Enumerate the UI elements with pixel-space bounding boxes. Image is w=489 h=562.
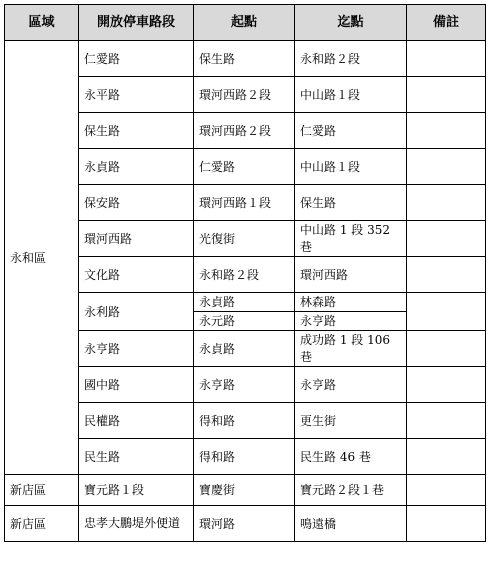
parking-road-table — [4, 4, 486, 542]
end-cell: 永亨路 — [295, 367, 407, 403]
area-cell-xindian: 新店區 — [5, 506, 79, 542]
area-cell-yonghe: 永和區 — [5, 41, 79, 475]
note-cell — [407, 113, 486, 149]
end-cell: 仁愛路 — [295, 113, 407, 149]
note-cell — [407, 41, 486, 77]
start-cell: 環河西路１段 — [194, 185, 295, 221]
note-cell — [407, 403, 486, 439]
start-cell: 寶慶街 — [194, 475, 295, 506]
road-cell: 忠孝大鵬堤外便道 — [79, 506, 194, 542]
end-cell: 中山路１段 — [295, 149, 407, 185]
start-cell: 永貞路 — [194, 293, 295, 312]
road-cell: 保安路 — [79, 185, 194, 221]
start-cell: 永元路 — [194, 312, 295, 331]
road-cell: 文化路 — [79, 257, 194, 293]
start-cell: 得和路 — [194, 403, 295, 439]
road-cell: 國中路 — [79, 367, 194, 403]
note-cell — [407, 475, 486, 506]
end-cell: 成功路 1 段 106 巷 — [295, 331, 407, 367]
note-cell — [407, 149, 486, 185]
road-cell: 保生路 — [79, 113, 194, 149]
end-cell: 永亨路 — [295, 312, 407, 331]
start-cell: 光復街 — [194, 221, 295, 257]
table-row — [5, 506, 486, 542]
end-cell: 林森路 — [295, 293, 407, 312]
header-row — [5, 5, 486, 41]
end-cell: 寶元路２段１巷 — [295, 475, 407, 506]
header-end: 迄點 — [295, 5, 407, 41]
end-cell: 環河西路 — [295, 257, 407, 293]
road-cell: 民生路 — [79, 439, 194, 475]
road-cell: 永貞路 — [79, 149, 194, 185]
start-cell: 保生路 — [194, 41, 295, 77]
note-cell — [407, 367, 486, 403]
end-cell: 民生路 46 巷 — [295, 439, 407, 475]
header-start: 起點 — [194, 5, 295, 41]
end-cell: 中山路 1 段 352 巷 — [295, 221, 407, 257]
start-cell: 得和路 — [194, 439, 295, 475]
note-cell — [407, 221, 486, 257]
note-cell — [407, 257, 486, 293]
header-road: 開放停車路段 — [79, 5, 194, 41]
road-cell: 仁愛路 — [79, 41, 194, 77]
road-cell: 寶元路１段 — [79, 475, 194, 506]
start-cell: 環河路 — [194, 506, 295, 542]
header-area: 區域 — [5, 5, 79, 41]
header-note: 備註 — [407, 5, 486, 41]
end-cell: 永和路２段 — [295, 41, 407, 77]
end-cell: 鳴遠橋 — [295, 506, 407, 542]
start-cell: 永貞路 — [194, 331, 295, 367]
end-cell: 更生街 — [295, 403, 407, 439]
end-cell: 保生路 — [295, 185, 407, 221]
start-cell: 環河西路２段 — [194, 77, 295, 113]
note-cell — [407, 506, 486, 542]
road-cell: 永利路 — [79, 293, 194, 331]
road-cell: 永亨路 — [79, 331, 194, 367]
start-cell: 永亨路 — [194, 367, 295, 403]
table-row — [5, 475, 486, 506]
start-cell: 永和路２段 — [194, 257, 295, 293]
area-cell-xindian: 新店區 — [5, 475, 79, 506]
note-cell — [407, 439, 486, 475]
note-cell — [407, 77, 486, 113]
road-cell: 民權路 — [79, 403, 194, 439]
road-cell: 環河西路 — [79, 221, 194, 257]
note-cell — [407, 293, 486, 331]
start-cell: 仁愛路 — [194, 149, 295, 185]
end-cell: 中山路１段 — [295, 77, 407, 113]
table-row — [5, 41, 486, 77]
start-cell: 環河西路２段 — [194, 113, 295, 149]
note-cell — [407, 185, 486, 221]
road-cell: 永平路 — [79, 77, 194, 113]
note-cell — [407, 331, 486, 367]
